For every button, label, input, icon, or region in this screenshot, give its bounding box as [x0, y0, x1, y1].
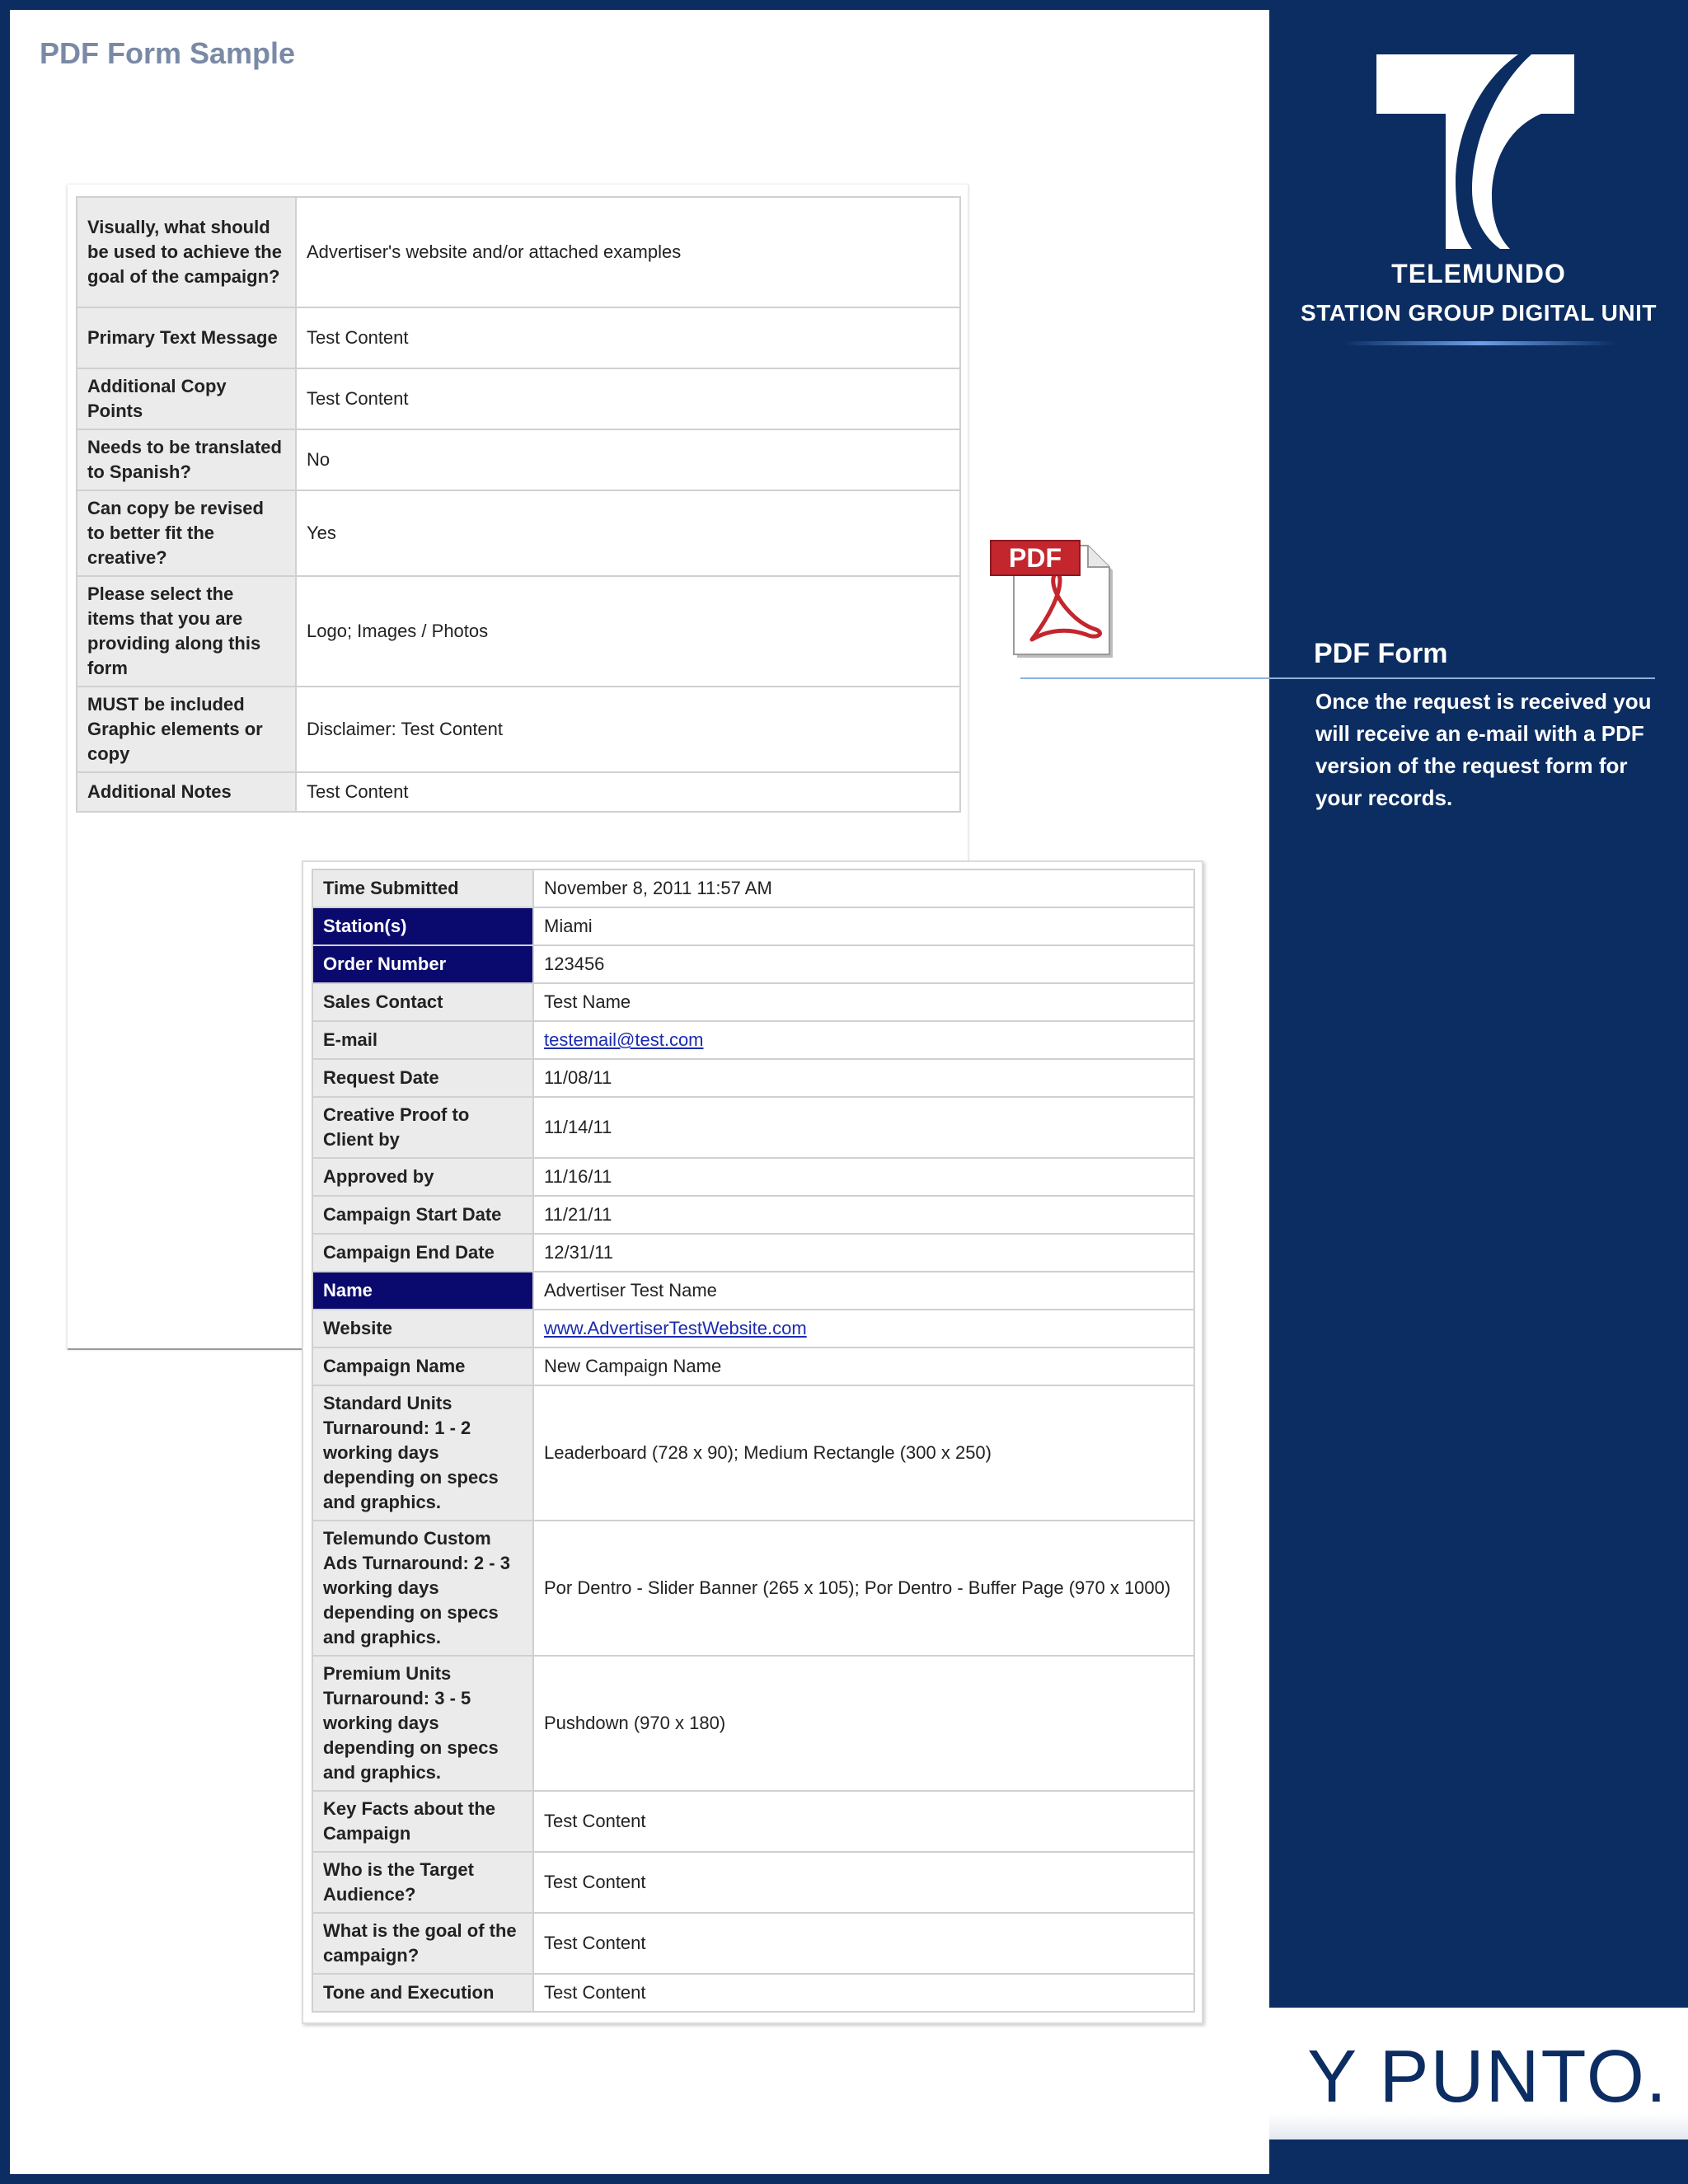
field-label: Additional Copy Points	[77, 368, 296, 429]
table-row	[77, 772, 960, 812]
email-link[interactable]: testemail@test.com	[533, 1021, 1194, 1059]
field-label: Website	[312, 1310, 533, 1347]
table-row	[77, 197, 960, 307]
field-label: Order Number	[312, 945, 533, 983]
field-label: Time Submitted	[312, 869, 533, 907]
table-row	[312, 1272, 1194, 1310]
field-label: Request Date	[312, 1059, 533, 1097]
field-label: Please select the items that you are providing along this form	[77, 576, 296, 687]
sidebar	[1269, 0, 1688, 2184]
table-row	[312, 1385, 1194, 1521]
field-label: Who is the Target Audience?	[312, 1852, 533, 1913]
table-row	[312, 907, 1194, 945]
field-label: Campaign Start Date	[312, 1196, 533, 1234]
table-row	[312, 1059, 1194, 1097]
form-table-page-2	[312, 869, 1195, 2013]
document-page	[10, 10, 1269, 2174]
field-value: Leaderboard (728 x 90); Medium Rectangle (300 x 250)	[533, 1385, 1194, 1521]
field-label: Standard Units Turnaround: 1 - 2 working days depending on specs and graphics.	[312, 1385, 533, 1521]
field-value: 123456	[533, 945, 1194, 983]
field-value: Test Content	[296, 307, 960, 368]
field-value: Advertiser Test Name	[533, 1272, 1194, 1310]
table-row	[77, 307, 960, 368]
field-label: MUST be included Graphic elements or copy	[77, 687, 296, 772]
field-label: E-mail	[312, 1021, 533, 1059]
field-value: Logo; Images / Photos	[296, 576, 960, 687]
pdf-file-icon	[989, 537, 1121, 663]
website-link[interactable]: www.AdvertiserTestWebsite.com	[533, 1310, 1194, 1347]
field-value: 11/16/11	[533, 1158, 1194, 1196]
field-value: Test Content	[533, 1974, 1194, 2012]
table-row	[312, 1347, 1194, 1385]
table-row	[312, 1521, 1194, 1656]
table-row	[312, 1791, 1194, 1852]
pdf-form-heading: PDF Form	[1314, 638, 1448, 669]
field-label: Name	[312, 1272, 533, 1310]
table-row	[312, 1234, 1194, 1272]
field-label: Needs to be translated to Spanish?	[77, 429, 296, 490]
field-value: Yes	[296, 490, 960, 576]
table-row	[77, 576, 960, 687]
field-value: Test Content	[533, 1913, 1194, 1974]
table-row	[312, 1974, 1194, 2012]
field-value: New Campaign Name	[533, 1347, 1194, 1385]
field-label: Tone and Execution	[312, 1974, 533, 2012]
table-row	[77, 490, 960, 576]
field-value: 11/14/11	[533, 1097, 1194, 1158]
table-row	[312, 1097, 1194, 1158]
field-label: Sales Contact	[312, 983, 533, 1021]
table-row	[312, 869, 1194, 907]
field-value: Pushdown (970 x 180)	[533, 1656, 1194, 1791]
divider	[1343, 341, 1615, 345]
field-value: 12/31/11	[533, 1234, 1194, 1272]
table-row	[312, 1852, 1194, 1913]
field-value: Test Content	[533, 1852, 1194, 1913]
field-value: Test Content	[296, 772, 960, 812]
table-row	[312, 983, 1194, 1021]
field-label: Campaign Name	[312, 1347, 533, 1385]
pdf-form-description: Once the request is received you will receive an e-mail with a PDF version of the request form for your records.	[1315, 689, 1652, 810]
page-title: PDF Form Sample	[40, 36, 296, 70]
field-label: Additional Notes	[77, 772, 296, 812]
table-row	[312, 1021, 1194, 1059]
field-value: 11/08/11	[533, 1059, 1194, 1097]
field-label: Can copy be revised to better fit the creative?	[77, 490, 296, 576]
telemundo-logo-icon	[1376, 49, 1582, 264]
field-label: Creative Proof to Client by	[312, 1097, 533, 1158]
field-value: Disclaimer: Test Content	[296, 687, 960, 772]
field-label: Premium Units Turnaround: 3 - 5 working days depending on specs and graphics.	[312, 1656, 533, 1791]
table-row	[312, 1656, 1194, 1791]
table-row	[77, 429, 960, 490]
field-label: What is the goal of the campaign?	[312, 1913, 533, 1974]
tagline: Y PUNTO.	[1307, 2036, 1668, 2118]
field-value: No	[296, 429, 960, 490]
table-row	[312, 1158, 1194, 1196]
unit-name: STATION GROUP DIGITAL UNIT	[1301, 300, 1657, 326]
form-table-page-1	[76, 196, 961, 813]
field-value: Test Content	[296, 368, 960, 429]
field-label: Campaign End Date	[312, 1234, 533, 1272]
table-row	[312, 1196, 1194, 1234]
field-value: Advertiser's website and/or attached examples	[296, 197, 960, 307]
table-row	[77, 368, 960, 429]
field-value: Test Name	[533, 983, 1194, 1021]
form-sheet-page-2	[302, 860, 1203, 2024]
field-label: Approved by	[312, 1158, 533, 1196]
field-value: Miami	[533, 907, 1194, 945]
table-row	[312, 1310, 1194, 1347]
field-value: Por Dentro - Slider Banner (265 x 105); Por Dentro - Buffer Page (970 x 1000)	[533, 1521, 1194, 1656]
field-label: Telemundo Custom Ads Turnaround: 2 - 3 working days depending on specs and graphics.	[312, 1521, 533, 1656]
table-row	[312, 945, 1194, 983]
field-label: Primary Text Message	[77, 307, 296, 368]
field-value: 11/21/11	[533, 1196, 1194, 1234]
field-label: Key Facts about the Campaign	[312, 1791, 533, 1852]
table-row	[312, 1913, 1194, 1974]
field-value: Test Content	[533, 1791, 1194, 1852]
field-label: Station(s)	[312, 907, 533, 945]
pdf-icon-label: PDF	[1009, 543, 1062, 573]
field-label: Visually, what should be used to achieve the goal of the campaign?	[77, 197, 296, 307]
field-value: November 8, 2011 11:57 AM	[533, 869, 1194, 907]
brand-name: TELEMUNDO	[1391, 259, 1566, 288]
table-row	[77, 687, 960, 772]
